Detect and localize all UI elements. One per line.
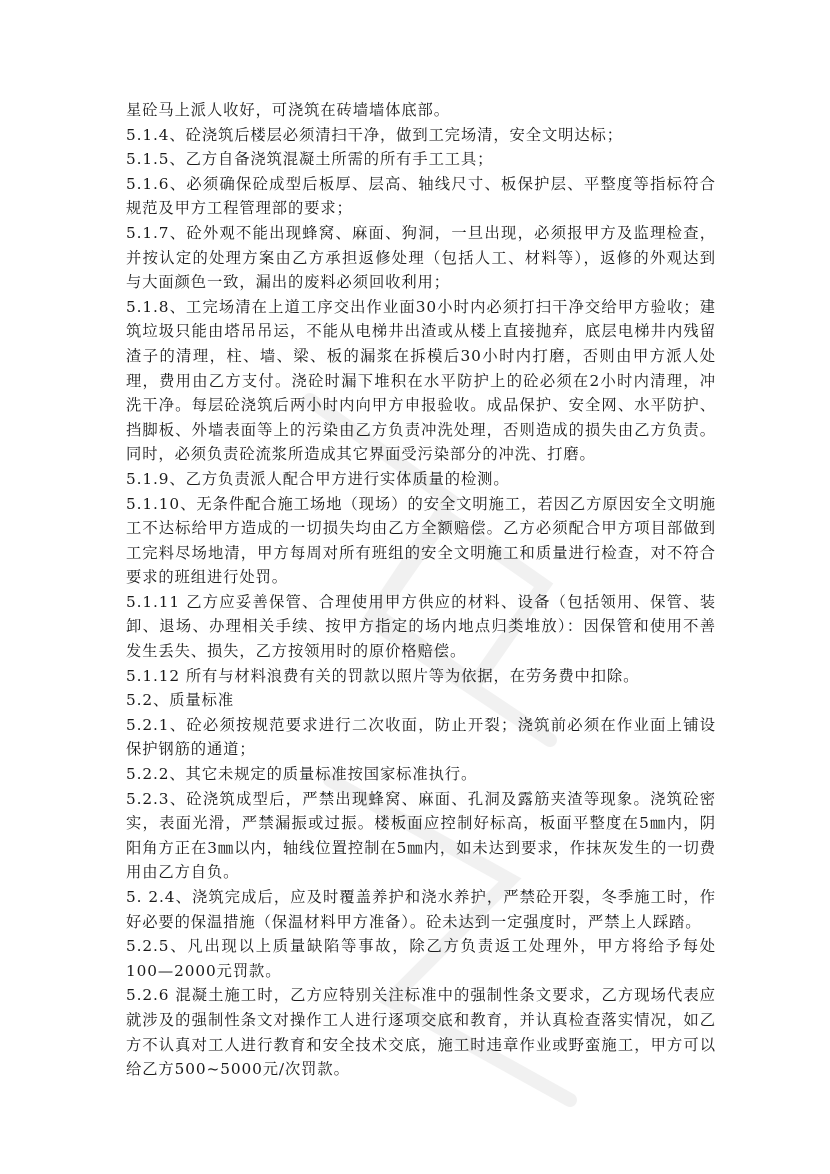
paragraph: 5.1.12 所有与材料浪费有关的罚款以照片等为依据，在劳务费中扣除。 [126, 666, 640, 685]
paragraph: 5.1.11 乙方应妥善保管、合理使用甲方供应的材料、设备（包括领用、保管、装卸、退场、办理相关手续、按甲方指定的场内地点归类堆放）：因保管和使用不善发生丢失、损失，乙方按领用时的原价格赔偿。 [126, 592, 716, 661]
paragraph: 5.1.10、无条件配合施工场地（现场）的安全文明施工，若因乙方原因安全文明施工不达标给甲方造成的一切损失均由乙方全额赔偿。乙方必须配合甲方项目部做到工完料尽场地清，甲方每周对所有班组的安全文明施工和质量进行检查，对不符合要求的班组进行处罚。 [126, 494, 716, 587]
paragraph: 星砼马上派人收好，可浇筑在砖墙墙体底部。 [126, 101, 450, 119]
paragraph: 5.1.8、工完场清在上道工序交出作业面30小时内必须打扫干净交给甲方验收；建筑垃圾只能由塔吊吊运，不能从电梯井出渣或从楼上直接抛弃，底层电梯井内残留渣子的清理，柱、墙、梁、板的漏浆在拆模后30小时内打磨，否则由甲方派人处理，费用由乙方支付。浇砼时漏下堆积在水平防护上的砼必须在2小时内清理，冲洗干净。每层砼浇筑后两小时内向甲方申报验收。成品保护、安全网、水平防护、挡脚板、外墙表面等上的污染由乙方负责冲洗处理，否则造成的损失由乙方负责。同时，必须负责砼流浆所造成其它界面受污染部分的冲洗、打磨。 [126, 297, 716, 464]
paragraph: 5.2.2、其它未规定的质量标准按国家标准执行。 [126, 765, 478, 784]
section-heading: 5.2、质量标准 [126, 691, 235, 710]
paragraph: 5.1.4、砼浇筑后楼层必须清扫干净，做到工完场清，安全文明达标； [126, 125, 623, 144]
paragraph: 5.1.9、乙方负责派人配合甲方进行实体质量的检测。 [126, 469, 510, 488]
paragraph: 5.2.1、砼必须按规范要求进行二次收面，防止开裂；浇筑前必须在作业面上铺设保护钢筋的通道； [126, 715, 716, 759]
paragraph: 5.2.5、凡出现以上质量缺陷等事故，除乙方负责返工处理外，甲方将给予每处 100—2000元罚款。 [126, 937, 716, 980]
paragraph: 5. 2.4、浇筑完成后，应及时覆盖养护和浇水养护，严禁砼开裂，冬季施工时，作好必要的保温措施（保温材料甲方准备）。砼未达到一定强度时，严禁上人踩踏。 [126, 888, 716, 931]
paragraph: 5.2.6 混凝土施工时，乙方应特别关注标准中的强制性条文要求，乙方现场代表应就涉及的强制性条文对操作工人进行逐项交底和教育，并认真检查落实情况，如乙方不认真对工人进行教育和安全技术交底，施工时违章作业或野蛮施工，甲方可以给乙方500~5000元/次罚款。 [126, 986, 716, 1079]
document-body [126, 98, 716, 1082]
paragraph: 5.1.6、必须确保砼成型后板厚、层高、轴线尺寸、板保护层、平整度等指标符合规范及甲方工程管理部的要求； [126, 174, 716, 218]
paragraph: 5.2.3、砼浇筑成型后，严禁出现蜂窝、麻面、孔洞及露筋夹渣等现象。浇筑砼密实，表面光滑，严禁漏振或过振。楼板面应控制好标高，板面平整度在5㎜内，阴阳角方正在3㎜以内，轴线位置控制在5㎜内，如未达到要求，作抹灰发生的一切费用由乙方自负。 [126, 789, 716, 882]
paragraph: 5.1.7、砼外观不能出现蜂窝、麻面、狗洞，一旦出现，必须报甲方及监理检查，并按认定的处理方案由乙方承担返修处理（包括人工、材料等），返修的外观达到与大面颜色一致，漏出的废料必须回收利用； [126, 223, 716, 292]
paragraph: 5.1.5、乙方自备浇筑混凝土所需的所有手工工具； [126, 150, 494, 169]
